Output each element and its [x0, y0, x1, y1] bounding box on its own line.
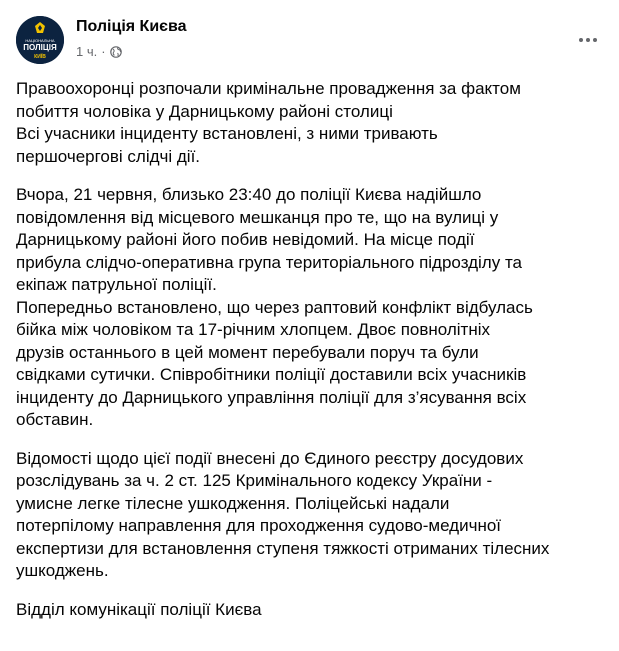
author-name-link[interactable]: Поліція Києва: [76, 18, 187, 35]
globe-icon[interactable]: [110, 46, 122, 58]
avatar-logo-main: ПОЛІЦІЯ: [23, 43, 57, 52]
post-timestamp[interactable]: 1 ч.: [76, 44, 98, 59]
post-paragraph: Відомості щодо цієї події внесені до Єдиного реєстру досудових розслідувань за ч. 2 ст. 125 Кримінального кодексу України - умисне легке тілесне ушкодження. Поліцейські надали потерпілому направлення для проходження судово-медичної експертизи для встановлення ступеня тяжкості отриманих тілесних ушкоджень.: [16, 448, 550, 580]
more-horizontal-icon: [579, 38, 597, 42]
avatar-logo-city: КИЇВ: [34, 54, 46, 60]
post-text: [16, 78, 606, 621]
post-header: [16, 12, 606, 60]
post-meta: [76, 44, 122, 59]
police-logo: [16, 16, 64, 64]
post-paragraph: Правоохоронці розпочали кримінальне провадження за фактом побиття чоловіка у Дарницькому районі столиці Всі учасники інциденту встановлені, з ними тривають першочергові слідчі дії.: [16, 79, 521, 166]
post-paragraph: Вчора, 21 червня, близько 23:40 до поліції Києва надійшло повідомлення від місцевого мешканця про те, що на вулиці у Дарницькому районі його побив невідомий. На місце події прибула слідчо-оперативна група територіального підрозділу та екіпаж патрульної поліції. Попередньо встановлено, що через раптовий конфлікт відбулась бійка між чоловіком та 17-річним хлопцем. Двоє повнолітніх друзів останнього в цей момент перебували поруч та були свідками сутички. Співробітники поліції доставили всіх учасників інциденту до Дарницького управління поліції для з’ясування всіх обставин.: [16, 185, 533, 429]
avatar-logo-top: НАЦІОНАЛЬНА: [25, 38, 55, 43]
meta-separator: ·: [101, 44, 106, 59]
post-signature: Відділ комунікації поліції Києва: [16, 599, 262, 619]
more-options-button[interactable]: [570, 22, 606, 58]
avatar[interactable]: [16, 16, 64, 64]
